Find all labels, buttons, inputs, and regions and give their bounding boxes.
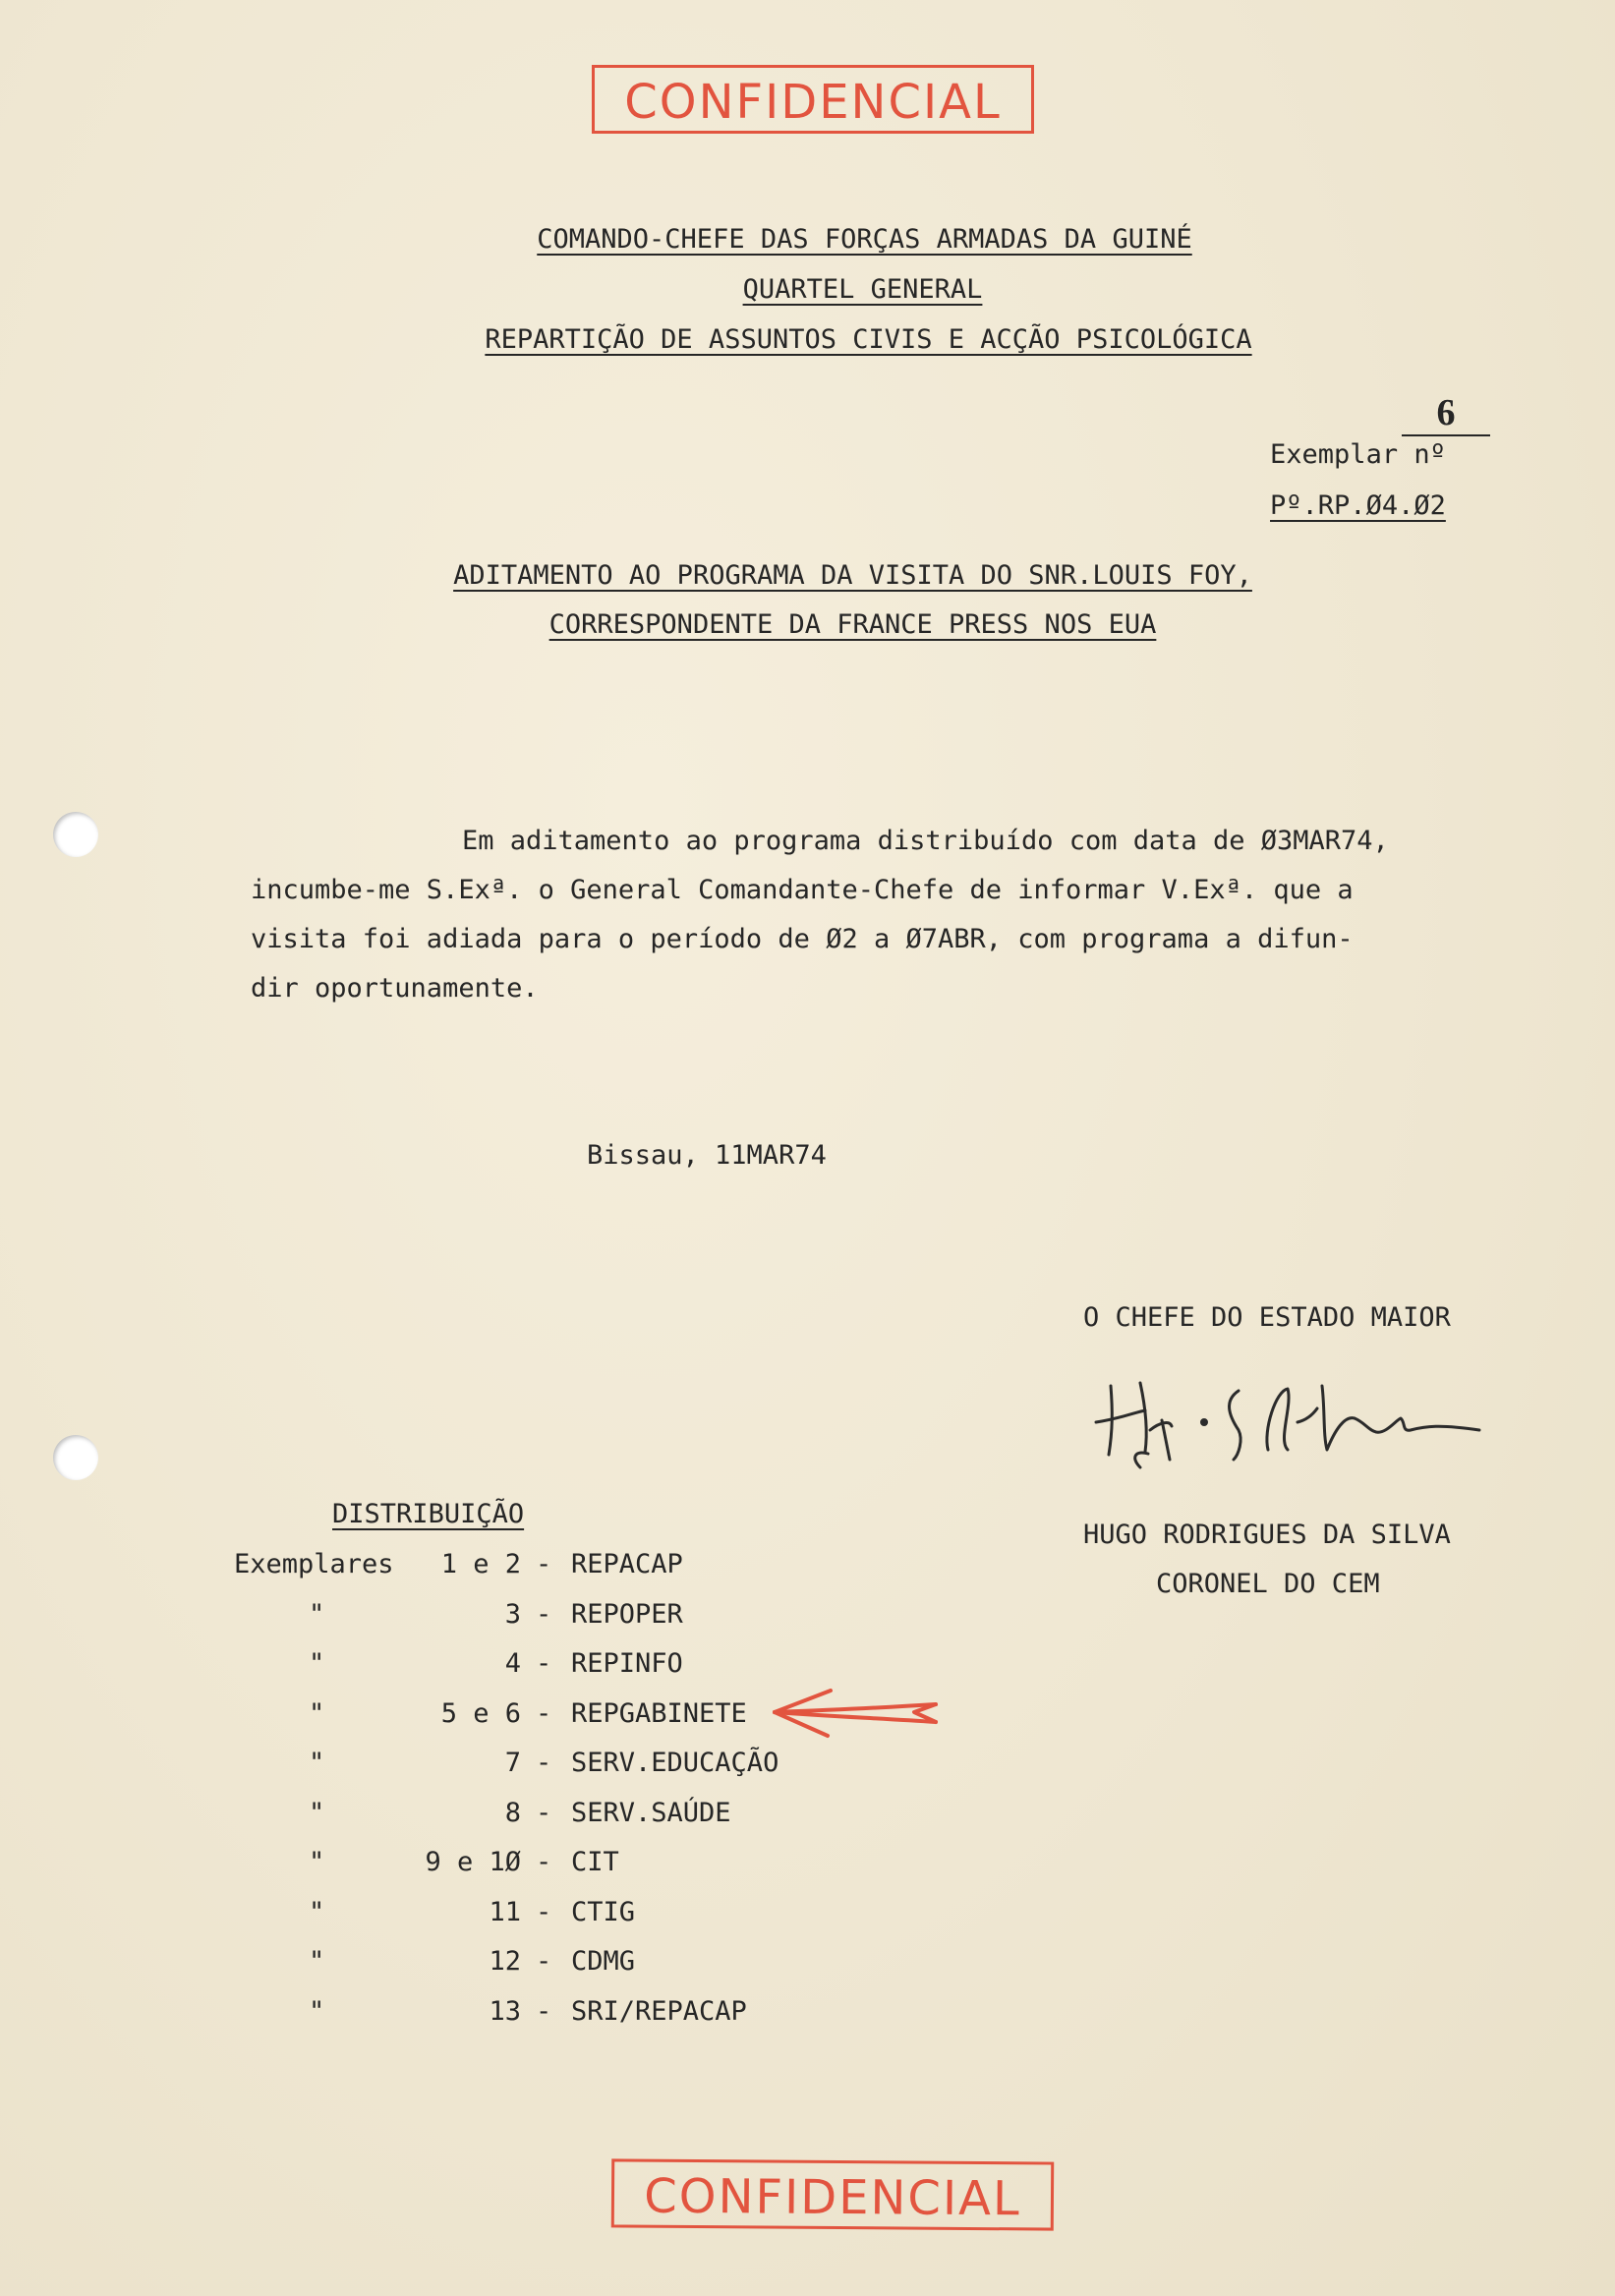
distribution-row-copies: 9 e 1Ø bbox=[425, 1847, 521, 1877]
distribution-row-dash: - bbox=[536, 1847, 552, 1877]
header-line-3: REPARTIÇÃO DE ASSUNTOS CIVIS E ACÇÃO PSICOLÓGICA bbox=[485, 324, 1252, 355]
distribution-row-destination: SERV.SAÚDE bbox=[571, 1797, 731, 1828]
distribution-row-copies: 7 bbox=[504, 1748, 521, 1778]
distribution-row-destination: REPACAP bbox=[571, 1549, 683, 1579]
distribution-row-dash: - bbox=[536, 1648, 552, 1679]
distribution-row-copies: 13 bbox=[489, 1995, 521, 2027]
distribution-row-prefix: " bbox=[309, 1598, 325, 1630]
distribution-row-destination: CTIG bbox=[571, 1896, 636, 1927]
body-line-3: visita foi adiada para o período de Ø2 a Ø7ABR, com programa a difun- bbox=[251, 924, 1354, 954]
place-date: Bissau, 11MAR74 bbox=[587, 1140, 827, 1171]
distribution-row-prefix: " bbox=[309, 1748, 325, 1778]
distribution-row-dash: - bbox=[536, 1549, 552, 1579]
distribution-row-prefix: " bbox=[309, 1697, 325, 1729]
distribution-row-copies: 8 bbox=[504, 1797, 521, 1828]
signatory-name: HUGO RODRIGUES DA SILVA bbox=[1083, 1520, 1451, 1550]
distribution-row-dash: - bbox=[536, 1797, 552, 1828]
distribution-row-dash: - bbox=[536, 1896, 552, 1927]
process-reference: Pº.RP.Ø4.Ø2 bbox=[1270, 490, 1446, 521]
signatory-rank: CORONEL DO CEM bbox=[1156, 1569, 1380, 1599]
header-line-1: COMANDO-CHEFE DAS FORÇAS ARMADAS DA GUINÉ bbox=[537, 224, 1192, 255]
punch-hole-top bbox=[53, 812, 98, 857]
header-line-2: QUARTEL GENERAL bbox=[742, 274, 983, 305]
distribution-row-copies: 3 bbox=[504, 1598, 521, 1630]
distribution-row-destination: CDMG bbox=[571, 1946, 636, 1977]
distribution-row-dash: - bbox=[536, 1946, 552, 1977]
distribution-row-dash: - bbox=[536, 1598, 552, 1630]
handwritten-signature bbox=[1091, 1361, 1504, 1469]
title-line-1: ADITAMENTO AO PROGRAMA DA VISITA DO SNR.LOUIS FOY, bbox=[453, 560, 1252, 591]
distribution-row-destination: SERV.EDUCAÇÃO bbox=[571, 1748, 779, 1778]
distribution-row-copies: 5 e 6 bbox=[440, 1697, 521, 1729]
distribution-row-dash: - bbox=[536, 1995, 552, 2027]
distribution-row-prefix: " bbox=[309, 1995, 325, 2027]
confidential-stamp-bottom: CONFIDENCIAL bbox=[611, 2158, 1054, 2230]
distribution-row-destination: REPOPER bbox=[571, 1598, 683, 1630]
distribution-row-dash: - bbox=[536, 1697, 552, 1729]
distribution-row-destination: CIT bbox=[571, 1847, 619, 1877]
punch-hole-bottom bbox=[53, 1435, 98, 1480]
exemplar-number: 6 bbox=[1402, 391, 1490, 436]
distribution-row-prefix: " bbox=[309, 1648, 325, 1679]
title-line-2: CORRESPONDENTE DA FRANCE PRESS NOS EUA bbox=[548, 609, 1157, 640]
exemplar-label: Exemplar nº bbox=[1270, 439, 1446, 470]
body-line-1: Em aditamento ao programa distribuído com data de Ø3MAR74, bbox=[462, 826, 1389, 856]
distribution-row-prefix: Exemplares bbox=[234, 1549, 394, 1579]
distribution-row-prefix: " bbox=[309, 1847, 325, 1877]
distribution-row-prefix: " bbox=[309, 1896, 325, 1927]
signatory-role: O CHEFE DO ESTADO MAIOR bbox=[1083, 1302, 1451, 1333]
body-line-4: dir oportunamente. bbox=[251, 973, 539, 1004]
confidential-stamp-top: CONFIDENCIAL bbox=[592, 65, 1034, 134]
distribution-row-copies: 4 bbox=[504, 1648, 521, 1679]
distribution-row-copies: 12 bbox=[489, 1946, 521, 1977]
distribution-row-prefix: " bbox=[309, 1946, 325, 1977]
distribution-row-prefix: " bbox=[309, 1797, 325, 1828]
distribution-row-copies: 11 bbox=[489, 1896, 521, 1927]
body-line-2: incumbe-me S.Exª. o General Comandante-Chefe de informar V.Exª. que a bbox=[251, 875, 1354, 905]
distribution-heading: DISTRIBUIÇÃO bbox=[332, 1499, 525, 1529]
distribution-row-dash: - bbox=[536, 1748, 552, 1778]
distribution-row-destination: SRI/REPACAP bbox=[571, 1995, 747, 2027]
distribution-row-destination: REPGABINETE bbox=[571, 1697, 747, 1729]
red-arrow-annotation bbox=[767, 1683, 944, 1742]
distribution-row-destination: REPINFO bbox=[571, 1648, 683, 1679]
distribution-row-copies: 1 e 2 bbox=[440, 1549, 521, 1579]
